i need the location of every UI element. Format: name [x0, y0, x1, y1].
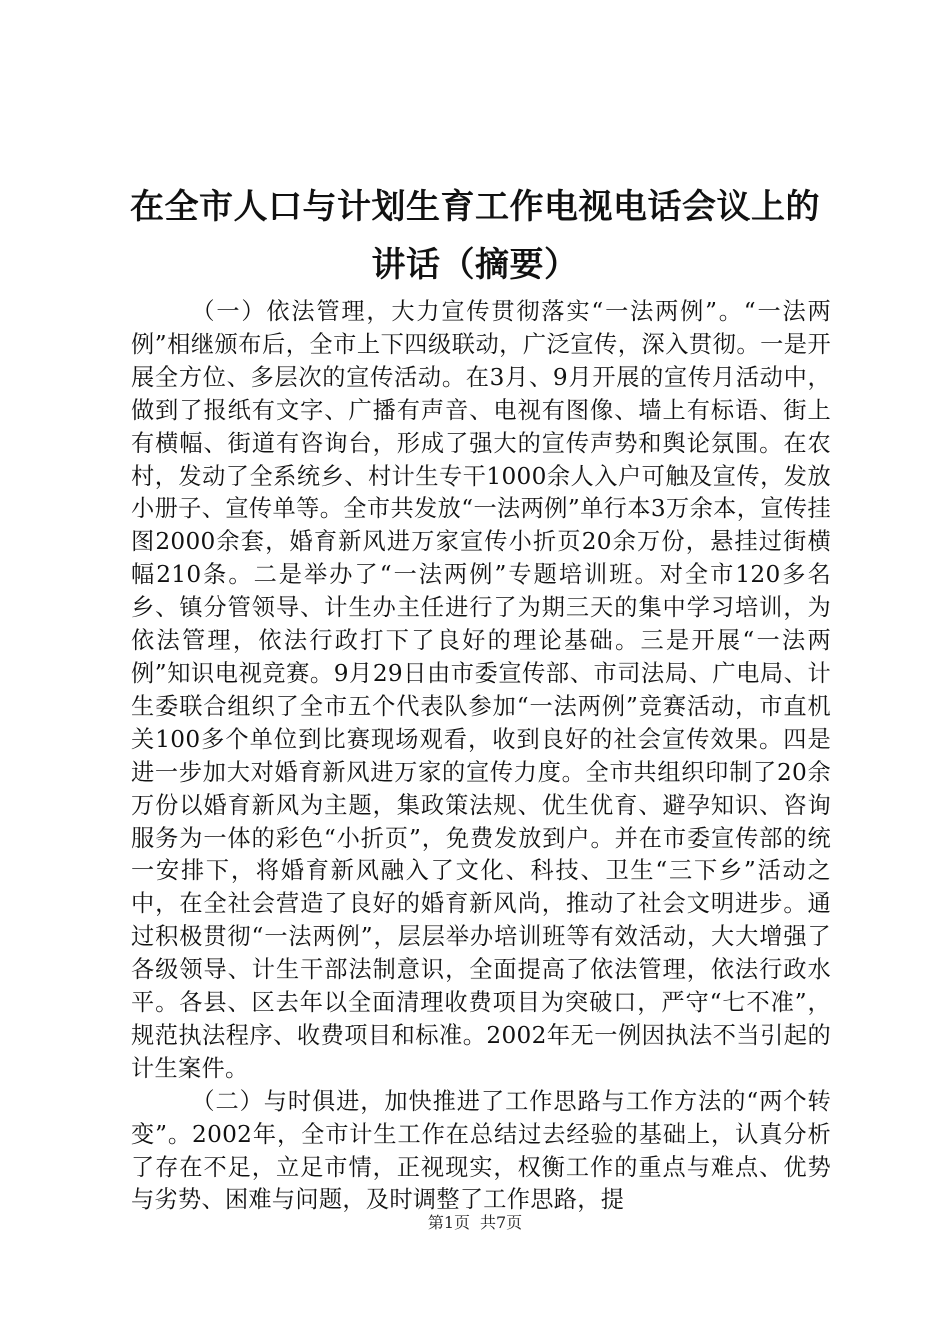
page-footer: [0, 1212, 950, 1234]
title-line-2: 讲话（摘要）: [371, 245, 579, 285]
page-number-current: 第1页: [427, 1213, 470, 1232]
page-number-total: 共7页: [480, 1213, 523, 1232]
paragraph-2: （二）与时俱进，加快推进了工作思路与工作方法的“两个转变”。2002年，全市计生工作在总结过去经验的基础上，认真分析了存在不足，立足市情，正视现实，权衡工作的重点与难点、优势与劣势、困难与问题，及时调整了工作思路，提: [131, 1087, 831, 1214]
document-body: [131, 296, 831, 1217]
document-title: [100, 178, 850, 294]
title-line-1: 在全市人口与计划生育工作电视电话会议上的: [130, 187, 820, 227]
paragraph-1: （一）依法管理，大力宣传贯彻落实“一法两例”。“一法两例”相继颁布后，全市上下四级联动，广泛宣传，深入贯彻。一是开展全方位、多层次的宣传活动。在3月、9月开展的宣传月活动中，做到了报纸有文字、广播有声音、电视有图像、墙上有标语、街上有横幅、街道有咨询台，形成了强大的宣传声势和舆论氛围。在农村，发动了全系统乡、村计生专干1000余人入户可触及宣传，发放小册子、宣传单等。全市共发放“一法两例”单行本3万余本，宣传挂图2000余套，婚育新风进万家宣传小折页20余万份，悬挂过街横幅210条。二是举办了“一法两例”专题培训班。对全市120多名乡、镇分管领导、计生办主任进行了为期三天的集中学习培训，为依法管理，依法行政打下了良好的理论基础。三是开展“一法两例”知识电视竞赛。9月29日由市委宣传部、市司法局、广电局、计生委联合组织了全市五个代表队参加“一法两例”竞赛活动，市直机关100多个单位到比赛现场观看，收到良好的社会宣传效果。四是进一步加大对婚育新风进万家的宣传力度。全市共组织印制了20余万份以婚育新风为主题，集政策法规、优生优育、避孕知识、咨询服务为一体的彩色“小折页”，免费发放到户。并在市委宣传部的统一安排下，将婚育新风融入了文化、科技、卫生“三下乡”活动之中，在全社会营造了良好的婚育新风尚，推动了社会文明进步。通过积极贯彻“一法两例”，层层举办培训班等有效活动，大大增强了各级领导、计生干部法制意识，全面提高了依法管理，依法行政水平。各县、区去年以全面清理收费项目为突破口，严守“七不准”，规范执法程序、收费项目和标准。2002年无一例因执法不当引起的计生案件。: [131, 298, 831, 1082]
